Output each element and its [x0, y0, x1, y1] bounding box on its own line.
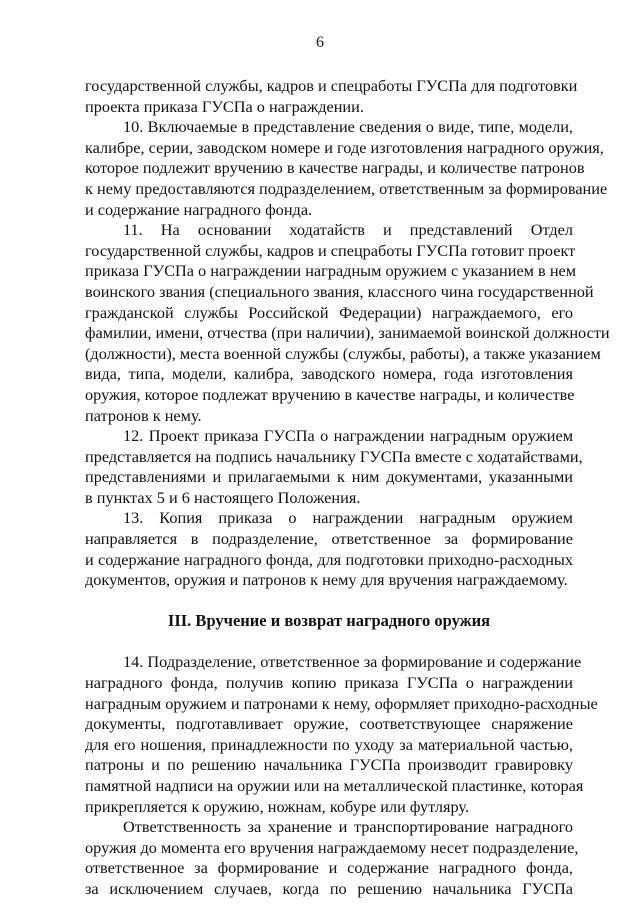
paragraph-line: памятной надписи на оружии или на металлической пластинке, которая [85, 776, 584, 795]
paragraph-line: для его ношения, принадлежности по уходу за материальной частью, [85, 734, 573, 754]
paragraph-line: в пунктах 5 и 6 настоящего Положения. [85, 487, 361, 507]
document-body [85, 76, 610, 900]
paragraph-line: направляется в подразделение, ответственное за формирование [85, 529, 573, 549]
paragraph-line: вида, типа, модели, калибра, заводского номера, года изготовления [85, 364, 573, 384]
paragraph-line: представляется на подпись начальнику ГУСПа вместе с ходатайствами, [85, 446, 583, 466]
paragraph-line: 11. На основании ходатайств и представлений Отдел [123, 220, 573, 240]
paragraph-line: документов, оружия и патронов к нему для вручения награждаемому. [85, 570, 568, 590]
paragraph-line: гражданской службы Российской Федерации) награждаемого, его [85, 302, 573, 322]
paragraph-line: прикрепляется к оружию, ножнам, кобуре или футляру. [85, 796, 470, 816]
paragraph-line: государственной службы, кадров и спецработы ГУСПа для подготовки [85, 76, 578, 95]
paragraph-line: фамилии, имени, отчества (при наличии), занимаемой воинской должности [85, 323, 610, 343]
page-number: 6 [316, 34, 324, 51]
paragraph-line: 12. Проект приказа ГУСПа о награждении наградным оружием [123, 426, 573, 446]
paragraph-line: к нему предоставляются подразделением, ответственным за формирование [85, 178, 608, 198]
paragraph-line: документы, подготавливает оружие, соответствующее снаряжение [85, 714, 573, 734]
paragraph-line: патроны и по решению начальника ГУСПа производит гравировку [85, 755, 573, 775]
paragraph-line: государственной службы, кадров и спецработы ГУСПа готовит проект [85, 240, 576, 260]
paragraph-line: и содержание наградного фонда. [85, 199, 313, 219]
paragraph-line: проекта приказа ГУСПа о награждении. [85, 96, 364, 116]
paragraph-line: оружия до момента его вручения награждаемому несет подразделение, [85, 837, 579, 857]
paragraph-line: воинского звания (специального звания, классного чина государственной [85, 281, 594, 301]
paragraph-line: представлениями и прилагаемыми к ним документами, указанными [85, 467, 573, 487]
paragraph-line: и содержание наградного фонда, для подготовки приходно-расходных [85, 549, 573, 569]
paragraph-line: (должности), места военной службы (службы, работы), а также указанием [85, 343, 601, 363]
section-heading: III. Вручение и возврат наградного оружия [167, 610, 491, 630]
paragraph-line: калибре, серии, заводском номере и годе изготовления наградного оружия, [85, 137, 604, 157]
paragraph-line: патронов к нему. [85, 405, 202, 425]
paragraph-line: 14. Подразделение, ответственное за формирование и содержание [123, 652, 582, 672]
paragraph-line: наградного фонда, получив копию приказа ГУСПа о награждении [85, 673, 573, 693]
paragraph-line: 13. Копия приказа о награждении наградным оружием [123, 508, 573, 528]
paragraph-line: оружия, которое подлежат вручению в качестве награды, и количестве [85, 384, 575, 404]
paragraph-line: за исключением случаев, когда по решению начальника ГУСПа [85, 878, 573, 898]
paragraph-line: приказа ГУСПа о награждении наградным оружием с указанием в нем [85, 261, 577, 281]
paragraph-line: ответственное за формирование и содержание наградного фонда, [85, 858, 573, 878]
paragraph-line: Ответственность за хранение и транспортирование наградного [123, 817, 573, 837]
paragraph-line: 10. Включаемые в представление сведения о виде, типе, модели, [123, 117, 573, 137]
paragraph-line: наградным оружием и патронами к нему, оформляет приходно-расходные [85, 693, 598, 713]
paragraph-line: которое подлежит вручению в качестве награды, и количестве патронов [85, 158, 585, 178]
